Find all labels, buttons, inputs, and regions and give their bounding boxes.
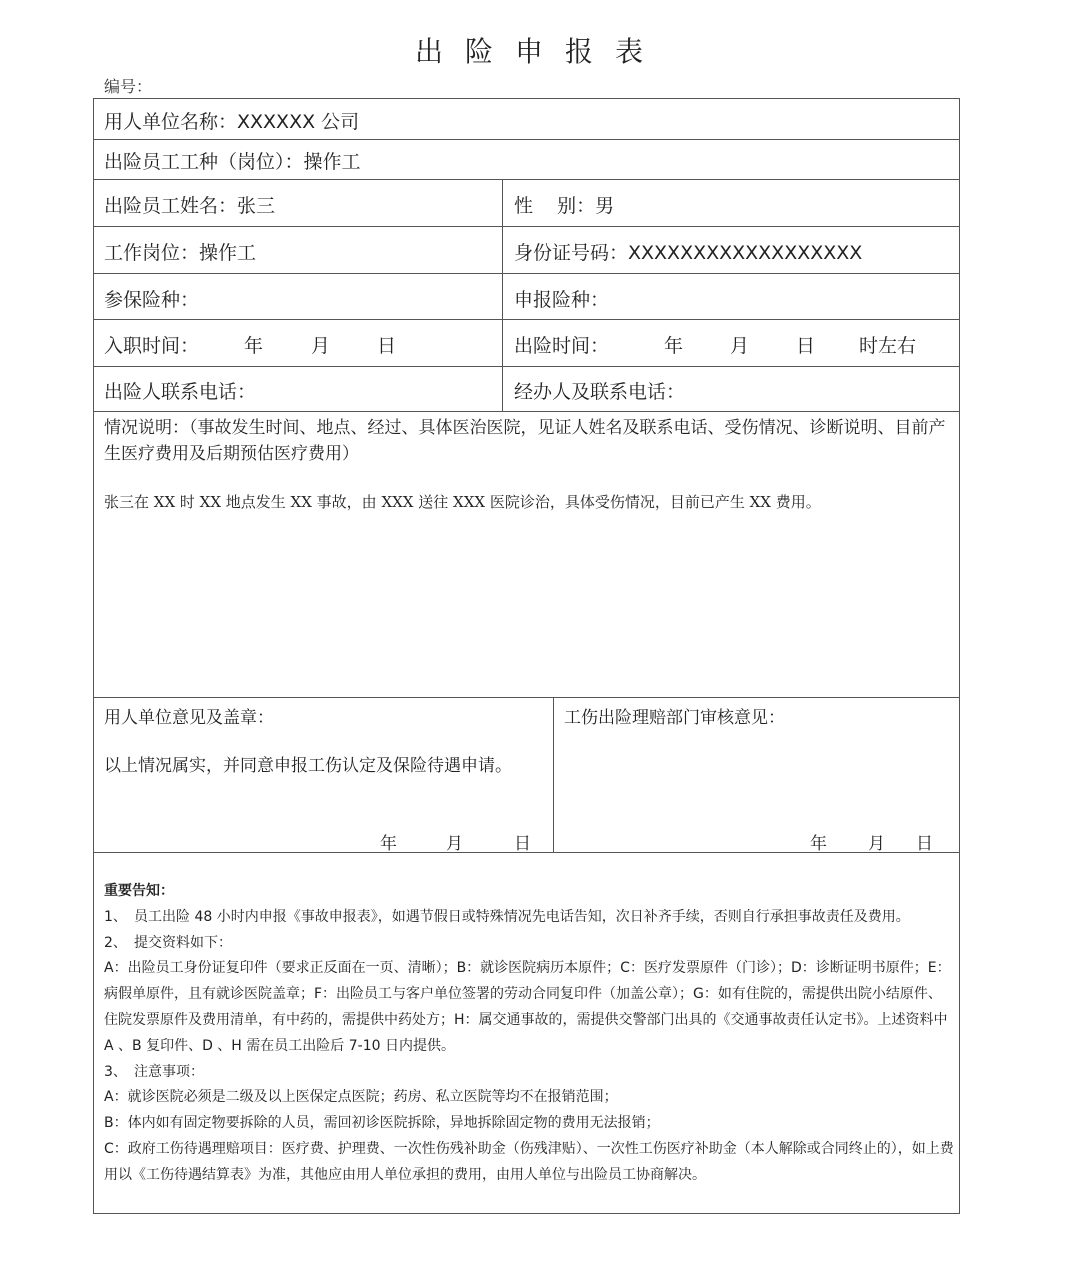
claims-sign-day: 日 <box>916 834 933 854</box>
notice-item-2 <box>104 931 954 957</box>
claims-opinion-label: 工伤出险理赔部门审核意见： <box>564 708 785 728</box>
notice-heading: 重要告知： <box>104 883 174 899</box>
row-divider <box>94 697 959 698</box>
id-number-field: 身份证号码：XXXXXXXXXXXXXXXXXX <box>514 242 863 264</box>
employer-sign-day: 日 <box>514 834 531 854</box>
notice-note-b: B：体内如有固定物要拆除的人员，需回初诊医院拆除，异地拆除固定物的费用无法报销； <box>104 1115 660 1132</box>
accident-day-unit: 日 <box>796 335 816 357</box>
hire-day-unit: 日 <box>377 335 397 357</box>
hire-month-unit: 月 <box>311 335 331 357</box>
form-title: 出险申报表 <box>414 35 665 68</box>
notice-note-a: A：就诊医院必须是二级及以上医保定点医院；药房、私立医院等均不在报销范围； <box>104 1089 618 1106</box>
row-divider <box>94 226 959 227</box>
notice-note-c: C：政府工伤待遇理赔项目：医疗费、护理费、一次性伤残补助金（伤残津贴）、一次性工伤医疗补助金（本人解除或合同终止的），如上费用以《工伤待遇结算表》为准，其他应由用人单位承担的费用，由用人单位与出险员工协商解决。 <box>104 1140 954 1183</box>
accident-month-unit: 月 <box>730 335 750 357</box>
claims-sign-year: 年 <box>810 834 827 854</box>
employer-sign-month: 月 <box>446 834 463 854</box>
notice-materials: A：出险员工身份证复印件（要求正反面在一页、清晰）；B：就诊医院病历本原件；C：医疗发票原件（门诊）；D：诊断证明书原件；E：病假单原件，且有就诊医院盖章；F：出险员工与客户单位签署的劳动合同复印件（加盖公章）；G：如有住院的，需提供出院小结原件、住院发票原件及费用清单，有中药的，需提供中药处方；H：属交通事故的，需提供交警部门出具的《交通事故责任认定书》。上述资料中 A 、B 复印件、D 、H 需在员工出险后 7-10 日内提供。 <box>104 960 951 1054</box>
situation-prompt: 情况说明：（事故发生时间、地点、经过、具体医治医院，见证人姓名及联系电话、受伤情况、诊断说明、目前产生医疗费用及后期预估医疗费用） <box>104 418 946 464</box>
row-divider <box>94 411 959 412</box>
employer-opinion-text: 以上情况属实，并同意申报工伤认定及保险待遇申请。 <box>104 756 512 776</box>
post-field: 工作岗位：操作工 <box>104 242 257 264</box>
row-divider <box>94 139 959 140</box>
employer-opinion-label: 用人单位意见及盖章： <box>104 708 274 728</box>
employer-sign-year: 年 <box>380 834 397 854</box>
situation-content: 张三在 XX 时 XX 地点发生 XX 事故，由 XXX 送往 XXX 医院诊治，具体受伤情况，目前已产生 XX 费用。 <box>104 493 821 511</box>
hire-year-unit: 年 <box>244 335 264 357</box>
employer-name-field: 用人单位名称：XXXXXX 公司 <box>104 111 360 133</box>
important-notice <box>104 879 954 1189</box>
accident-time-suffix: 时左右 <box>859 335 917 357</box>
serial-number-label: 编号： <box>104 77 153 96</box>
notice-item-2-number: 2、 <box>104 934 127 951</box>
row-divider <box>94 319 959 320</box>
notice-item-3 <box>104 1060 954 1086</box>
injured-phone-field: 出险人联系电话： <box>104 381 257 403</box>
column-divider <box>553 697 554 852</box>
report-type-field: 申报险种： <box>514 289 610 311</box>
column-divider <box>502 179 503 411</box>
notice-item-1-number: 1、 <box>104 908 127 925</box>
report-form <box>93 98 960 1214</box>
claims-sign-month: 月 <box>868 834 885 854</box>
row-divider <box>94 273 959 274</box>
row-divider <box>94 366 959 367</box>
gender-field: 性 别：男 <box>514 195 615 217</box>
notice-item-1-text: 员工出险 48 小时内申报《事故申报表》，如遇节假日或特殊情况先电话告知，次日补齐手续，否则自行承担事故责任及费用。 <box>134 908 910 925</box>
notice-item-3-number: 3、 <box>104 1063 127 1080</box>
hire-date-label: 入职时间： <box>104 335 200 357</box>
notice-item-3-text: 注意事项： <box>134 1063 204 1080</box>
accident-year-unit: 年 <box>664 335 684 357</box>
insured-type-field: 参保险种： <box>104 289 200 311</box>
handler-phone-field: 经办人及联系电话： <box>514 381 686 403</box>
job-type-field: 出险员工工种（岗位）：操作工 <box>104 151 361 173</box>
accident-date-label: 出险时间： <box>514 335 610 357</box>
notice-item-2-text: 提交资料如下： <box>134 934 232 951</box>
employee-name-field: 出险员工姓名：张三 <box>104 195 276 217</box>
notice-item-1 <box>104 905 954 931</box>
row-divider <box>94 179 959 180</box>
